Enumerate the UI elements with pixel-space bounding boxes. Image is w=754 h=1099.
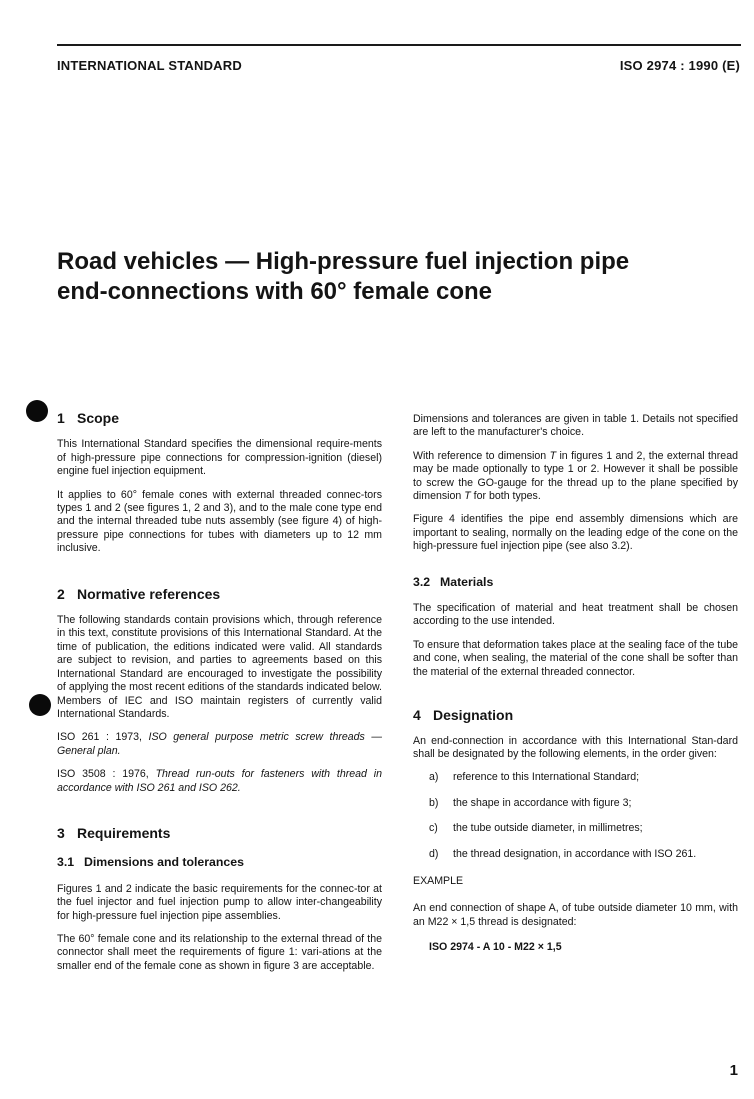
requirements-paragraph: Figures 1 and 2 indicate the basic requirements for the connec-tor at the fuel injector and fuel injection pump to allow inter-changeability for high-pressure fuel injection pipe assemblies.: [57, 882, 382, 922]
scope-paragraph: It applies to 60° female cones with external threaded connec-tors types 1 and 2 (see figures 1, 2 and 3), and to the male cone type end and the internal threaded tube nuts assembly (see figure 4) of high-pressure pipe connections for tubes with diameters up to 12 mm inclusive.: [57, 488, 382, 555]
page-title: [57, 247, 737, 307]
dimensions-subheading: 3.1 Dimensions and tolerances: [57, 855, 244, 870]
example-designation: ISO 2974 - A 10 - M22 × 1,5: [429, 941, 562, 954]
list-item: b) the shape in accordance with figure 3;: [429, 796, 632, 809]
list-item: a) reference to this International Standard;: [429, 771, 640, 784]
example-paragraph: An end connection of shape A, of tube outside diameter 10 mm, with an M22 × 1,5 thread is designated:: [413, 902, 738, 928]
title-line-1: Road vehicles — High-pressure fuel injection pipe: [57, 248, 630, 275]
reference-item: ISO 3508 : 1976, Thread run-outs for fasteners with thread in accordance with ISO 261 and ISO 262.: [57, 768, 382, 794]
requirements-paragraph: With reference to dimension T in figures 1 and 2, the external thread may be made optionally to type 1 or 2. However it shall be possible to screw the GO-gauge for the thread up to the plane specified by dimension T for both types.: [413, 449, 738, 503]
punch-hole-mark: [29, 694, 51, 716]
normative-heading: 2 Normative references: [57, 585, 221, 602]
header-rule: [57, 44, 741, 46]
punch-hole-mark: [26, 400, 48, 422]
normative-paragraph: The following standards contain provisions which, through reference in this text, constitute provisions of this International Standard. At the time of publication, the editions indicated were valid. All standards are subject to revision, and parties to agreements based on this International Standard are encouraged to investigate the possibility of applying the most recent editions of the standards indicated below. Members of IEC and ISO maintain registers of currently valid International Standards.: [57, 614, 382, 720]
requirements-paragraph: The 60° female cone and its relationship to the external thread of the connector shall meet the requirements of figure 1: vari-ations at the smaller end of the female cone as shown in figure 3 are acceptable.: [57, 932, 382, 972]
materials-subheading: 3.2 Materials: [413, 574, 494, 589]
scope-heading: 1 Scope: [57, 410, 120, 426]
right-column: [413, 400, 738, 955]
requirements-paragraph: Figure 4 identifies the pipe end assembly dimensions which are important to sealing, normally on the leading edge of the cone on the high-pressure fuel injection pipe (see also 3.2).: [413, 513, 738, 553]
example-label: EXAMPLE: [413, 874, 464, 887]
designation-paragraph: An end-connection in accordance with this International Stan-dard shall be designated by the following elements, in the order given:: [413, 734, 738, 760]
page-number: 1: [729, 1062, 738, 1079]
list-item: c) the tube outside diameter, in millimetres;: [429, 822, 643, 835]
left-column: [57, 400, 382, 973]
materials-paragraph: The specification of material and heat treatment shall be chosen according to the use intended.: [413, 602, 738, 628]
list-item: d) the thread designation, in accordance with ISO 261.: [429, 847, 697, 860]
requirements-heading: 3 Requirements: [57, 824, 171, 841]
materials-paragraph: To ensure that deformation takes place at the sealing face of the tube and cone, when sealing, the material of the cone shall be softer than the material of the external threaded connector.: [413, 638, 738, 678]
reference-item: ISO 261 : 1973, ISO general purpose metric screw threads — General plan.: [57, 731, 382, 757]
requirements-paragraph: Dimensions and tolerances are given in table 1. Details not specified are left to the manufacturer's choice.: [413, 413, 738, 439]
designation-list: [413, 771, 738, 861]
designation-heading: 4 Designation: [413, 707, 514, 724]
document-type: INTERNATIONAL STANDARD: [57, 58, 242, 73]
document-id: ISO 2974 : 1990 (E): [619, 58, 740, 73]
scope-paragraph: This International Standard specifies the dimensional require-ments of high-pressure pipe connections for compression-ignition (diesel) engine fuel injection equipment.: [57, 438, 382, 478]
title-line-2: end-connections with 60° female cone: [57, 278, 493, 305]
